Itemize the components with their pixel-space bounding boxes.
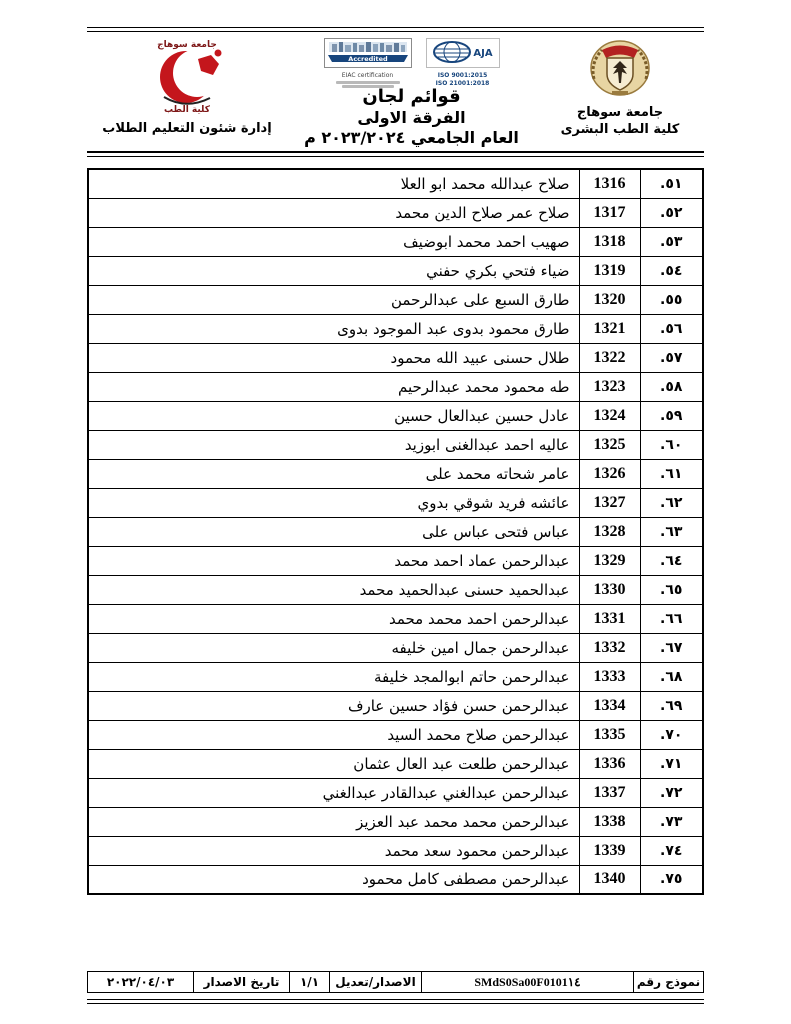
table-row [88,488,703,517]
table-row [88,227,703,256]
footer-table [87,971,704,993]
row-student-name: عائشه فريد شوقي بدوي [88,488,579,517]
row-ordinal: ٧١. [640,749,703,778]
dept-logo-top-text: جامعة سوهاج [157,40,217,50]
table-row [88,575,703,604]
student-table-body [88,169,703,894]
form-number-label: نموذج رقم [634,972,704,993]
row-seat-number: 1323 [579,372,640,401]
table-row [88,256,703,285]
table-row [88,836,703,865]
row-seat-number: 1334 [579,691,640,720]
row-student-name: عبدالرحمن جمال امين خليفه [88,633,579,662]
row-student-name: صلاح عبدالله محمد ابو العلا [88,169,579,198]
row-seat-number: 1316 [579,169,640,198]
aja-globe-icon [426,38,500,68]
top-rule [87,27,704,32]
row-student-name: عامر شحاته محمد على [88,459,579,488]
row-student-name: طارق محمود بدوى عبد الموجود بدوى [88,314,579,343]
row-seat-number: 1330 [579,575,640,604]
row-student-name: عبدالحميد حسنى عبدالحميد محمد [88,575,579,604]
page-header [87,37,704,151]
row-ordinal: ٥٥. [640,285,703,314]
row-seat-number: 1319 [579,256,640,285]
row-student-name: طارق السبع على عبدالرحمن [88,285,579,314]
row-student-name: عبدالرحمن مصطفى كامل محمود [88,865,579,894]
row-seat-number: 1329 [579,546,640,575]
row-seat-number: 1332 [579,633,640,662]
row-seat-number: 1338 [579,807,640,836]
row-ordinal: ٦٥. [640,575,703,604]
row-ordinal: ٥٢. [640,198,703,227]
aja-accreditation-logo [426,38,500,87]
row-ordinal: ٥١. [640,169,703,198]
aja-iso2: ISO 21001:2018 [435,79,490,87]
issue-date-label: تاريخ الاصدار [194,972,290,993]
row-ordinal: ٦٠. [640,430,703,459]
table-row [88,604,703,633]
row-ordinal: ٦٤. [640,546,703,575]
row-ordinal: ٥٩. [640,401,703,430]
row-seat-number: 1318 [579,227,640,256]
row-seat-number: 1326 [579,459,640,488]
row-student-name: عبدالرحمن طلعت عبد العال عثمان [88,749,579,778]
row-ordinal: ٧٣. [640,807,703,836]
footer-row [88,972,704,993]
table-row [88,662,703,691]
revision-label: الاصدار/تعديل [330,972,422,993]
subtitle-grade: الفرقة الاولى [357,107,466,127]
table-row [88,865,703,894]
row-student-name: عبدالرحمن محمد محمد عبد العزيز [88,807,579,836]
accredited-banner-text: Accredited [347,55,388,63]
row-student-name: عبدالرحمن حاتم ابوالمجد خليفة [88,662,579,691]
row-student-name: عبدالرحمن حسن فؤاد حسين عارف [88,691,579,720]
row-seat-number: 1325 [579,430,640,459]
table-row [88,198,703,227]
subtitle-academic-year: العام الجامعي ٢٠٢٣/٢٠٢٤ م [304,127,519,147]
table-row [88,314,703,343]
table-row [88,546,703,575]
row-seat-number: 1336 [579,749,640,778]
university-block [536,37,704,151]
row-student-name: عبدالرحمن عماد احمد محمد [88,546,579,575]
row-seat-number: 1331 [579,604,640,633]
row-seat-number: 1324 [579,401,640,430]
accreditation-logos [287,38,536,87]
department-caption: إدارة شئون التعليم الطلاب [102,121,272,136]
row-ordinal: ٧٥. [640,865,703,894]
row-ordinal: ٥٤. [640,256,703,285]
row-ordinal: ٦٦. [640,604,703,633]
row-seat-number: 1321 [579,314,640,343]
row-seat-number: 1327 [579,488,640,517]
header-rule [87,151,704,157]
row-student-name: صهيب احمد محمد ابوضيف [88,227,579,256]
aja-iso1: ISO 9001:2015 [437,72,488,79]
row-seat-number: 1320 [579,285,640,314]
row-ordinal: ٦٨. [640,662,703,691]
aja-label-text: AJA [472,48,493,59]
header-center-block [287,37,536,151]
row-student-name: عادل حسين عبدالعال حسين [88,401,579,430]
table-row [88,401,703,430]
row-ordinal: ٥٨. [640,372,703,401]
row-ordinal: ٥٦. [640,314,703,343]
page-title: قوائم لجان [362,86,461,107]
row-seat-number: 1335 [579,720,640,749]
eiac-caption: EIAC certification [341,72,394,79]
row-ordinal: ٧٤. [640,836,703,865]
row-seat-number: 1317 [579,198,640,227]
row-seat-number: 1340 [579,865,640,894]
table-row [88,807,703,836]
row-ordinal: ٥٧. [640,343,703,372]
form-number-code: SMdS0Sa00F0101١٤ [422,972,634,993]
blank-space [87,895,704,971]
row-ordinal: ٥٣. [640,227,703,256]
table-row [88,778,703,807]
row-ordinal: ٦٢. [640,488,703,517]
faculty-name: كلية الطب البشرى [560,121,680,137]
table-row [88,517,703,546]
row-student-name: صلاح عمر صلاح الدين محمد [88,198,579,227]
eiac-skyline-icon [324,38,412,68]
revision-value: ١/١ [290,972,330,993]
dept-logo-bottom-text: كلية الطب [164,105,210,115]
row-student-name: عبدالرحمن محمود سعد محمد [88,836,579,865]
faculty-of-medicine-logo-icon [140,37,234,115]
row-student-name: عبدالرحمن احمد محمد محمد [88,604,579,633]
row-seat-number: 1333 [579,662,640,691]
row-student-name: عبدالرحمن صلاح محمد السيد [88,720,579,749]
row-seat-number: 1339 [579,836,640,865]
row-ordinal: ٧٢. [640,778,703,807]
table-row [88,749,703,778]
row-ordinal: ٦٣. [640,517,703,546]
row-student-name: عباس فتحى عباس على [88,517,579,546]
eiac-accreditation-logo [324,38,412,84]
row-ordinal: ٦٩. [640,691,703,720]
table-row [88,169,703,198]
student-table [87,168,704,895]
row-ordinal: ٦١. [640,459,703,488]
row-student-name: ضياء فتحي بكري حفني [88,256,579,285]
row-ordinal: ٦٧. [640,633,703,662]
row-seat-number: 1337 [579,778,640,807]
row-student-name: عبدالرحمن عبدالغني عبدالقادر عبدالغني [88,778,579,807]
issue-date-value: ٢٠٢٢/٠٤/٠٣ [88,972,194,993]
table-row [88,691,703,720]
table-row [88,285,703,314]
bottom-rule [87,999,704,1004]
table-row [88,720,703,749]
department-block [87,37,287,151]
university-name: جامعة سوهاج [576,105,664,120]
table-row [88,430,703,459]
table-row [88,633,703,662]
table-row [88,372,703,401]
fine-print-line [336,81,400,84]
row-student-name: طه محمود محمد عبدالرحيم [88,372,579,401]
table-row [88,343,703,372]
table-row [88,459,703,488]
sohag-university-emblem-icon [582,39,658,101]
row-student-name: طلال حسنى عبيد الله محمود [88,343,579,372]
row-ordinal: ٧٠. [640,720,703,749]
row-seat-number: 1322 [579,343,640,372]
row-student-name: عاليه احمد عبدالغنى ابوزيد [88,430,579,459]
row-seat-number: 1328 [579,517,640,546]
